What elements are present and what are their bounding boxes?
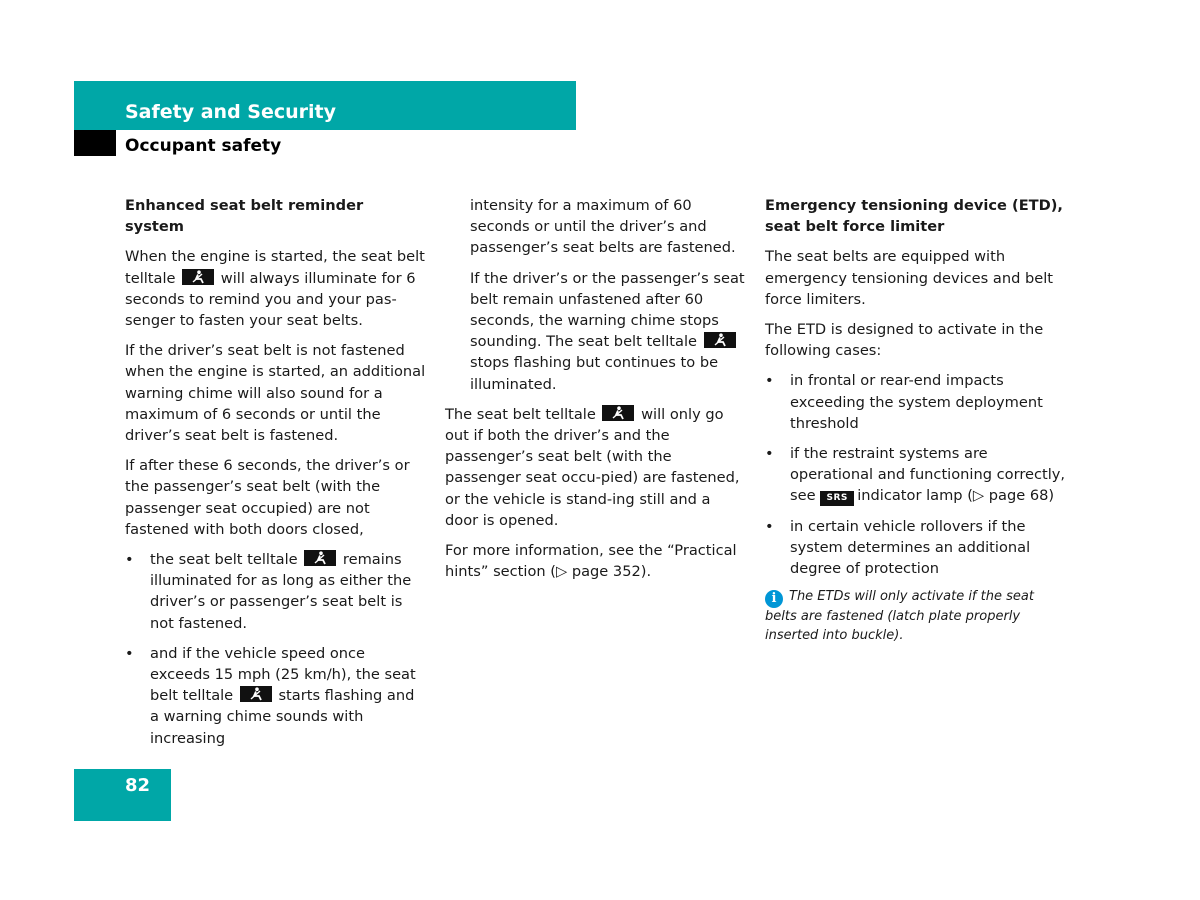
srs-indicator-icon: SRS [820, 491, 854, 506]
seat-belt-telltale-icon [704, 332, 736, 348]
text: will only go out if both the driver’s and the passenger’s seat belt (with the passenger seat occu-pied) are fastened, or the vehicle is stand-ing still and a door is opened. [445, 405, 740, 529]
text: and if the vehicle speed once exceeds 15 mph (25 km/h), the seat belt telltale [150, 644, 416, 705]
column-3 [765, 195, 1067, 654]
paragraph [445, 404, 747, 531]
text: starts flashing and a warning chime sounds with increasing [150, 687, 415, 747]
page-number-box [74, 769, 171, 821]
paragraph [445, 268, 747, 395]
text: indicator lamp (▷ page 68) [857, 487, 1055, 505]
note-text: The ETDs will only activate if the seat belts are fastened (latch plate properly inserted into buckle). [765, 589, 1034, 643]
reminder-heading: Enhanced seat belt reminder system [125, 197, 364, 236]
list-item [125, 643, 427, 749]
text: will always illuminate for 6 seconds to remind you and your pas-senger to fasten your seat belts. [125, 269, 416, 330]
text: remains illuminated for as long as either the driver’s or passenger’s seat belt is not fastened. [150, 551, 412, 632]
paragraph: If the driver’s seat belt is not fastened when the engine is started, an additional warning chime will also sound for a maximum of 6 seconds or until the driver’s seat belt is fastened. [125, 342, 426, 445]
header-tab-marker [74, 130, 116, 156]
section-title: Safety and Security [125, 101, 337, 123]
column-1 [125, 195, 427, 758]
paragraph [125, 246, 427, 331]
etd-heading: Emergency tensioning device (ETD), seat belt force limiter [765, 197, 1063, 236]
paragraph: For more information, see the “Practical hints” section (▷ page 352). [445, 542, 737, 581]
paragraph: The seat belts are equipped with emergency tensioning devices and belt force limiters. [765, 248, 1053, 308]
column-2 [445, 195, 747, 591]
seat-belt-telltale-icon [304, 550, 336, 566]
seat-belt-telltale-icon [602, 405, 634, 421]
bullet: • [765, 445, 774, 463]
bullet: • [125, 644, 134, 662]
bullet: • [125, 551, 134, 569]
text: if the restraint systems are operational and functioning correctly, see [790, 445, 1066, 505]
paragraph: If after these 6 seconds, the driver’s or the passenger’s seat belt (with the passenger seat occupied) are not fastened with both doors closed, [125, 457, 410, 538]
text: If the driver’s or the passenger’s seat belt remain unfastened after 60 seconds, the warning chime stops sounding. The seat belt telltale [470, 269, 745, 351]
text: the seat belt telltale [150, 551, 298, 569]
text: The seat belt telltale [445, 405, 596, 423]
list-item [765, 516, 1067, 580]
seat-belt-telltale-icon [182, 269, 214, 285]
bullet: • [765, 372, 774, 390]
list-item [765, 370, 1067, 434]
text: stops flashing but continues to be illuminated. [470, 354, 719, 393]
text: in certain vehicle rollovers if the system determines an additional degree of protection [790, 517, 1031, 578]
info-icon: i [765, 590, 783, 608]
bullet: • [765, 517, 774, 535]
page-number: 82 [125, 775, 151, 796]
list-item [125, 549, 427, 634]
subsection-title: Occupant safety [125, 136, 282, 156]
text: in frontal or rear-end impacts exceeding the system deployment threshold [790, 372, 1043, 432]
info-note [765, 588, 1067, 645]
paragraph: intensity for a maximum of 60 seconds or until the driver’s and passenger’s seat belts are fastened. [470, 197, 736, 257]
seat-belt-telltale-icon [240, 686, 272, 702]
list-item [765, 443, 1067, 507]
text: When the engine is started, the seat belt telltale [125, 248, 425, 287]
paragraph: The ETD is designed to activate in the following cases: [765, 321, 1044, 360]
